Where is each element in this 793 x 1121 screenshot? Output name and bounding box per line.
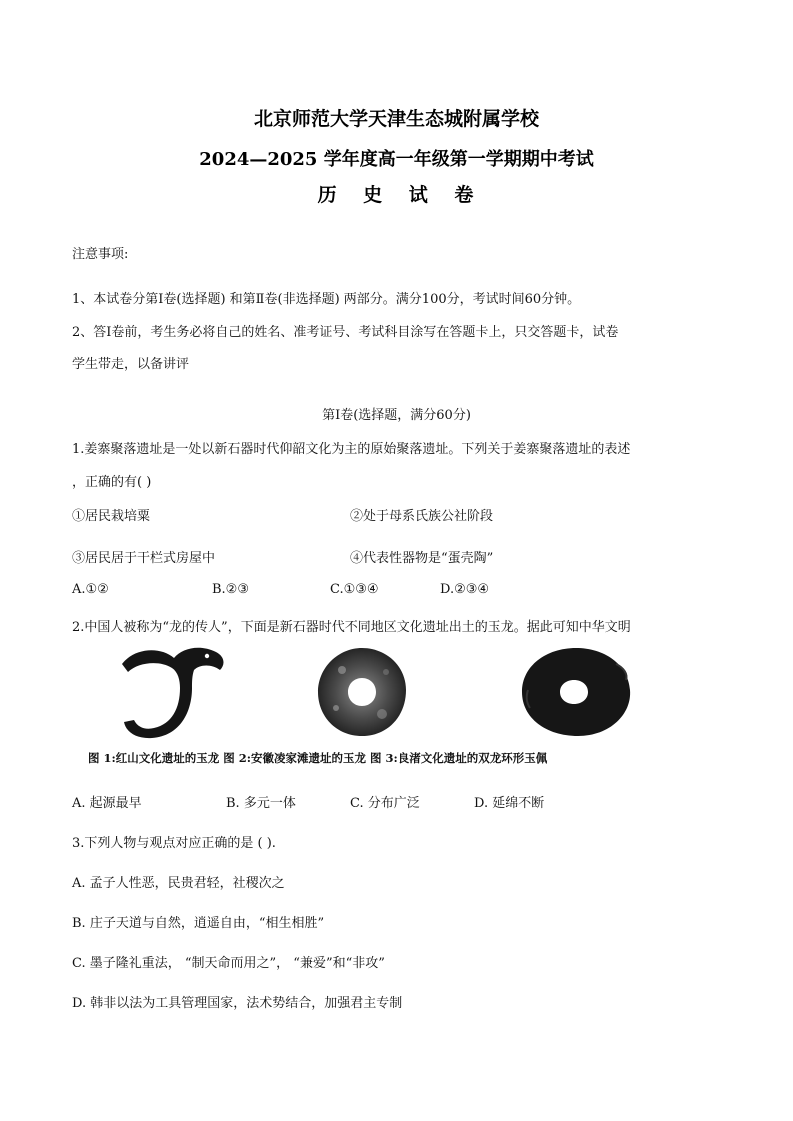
q2-option-d: D. 延绵不断	[474, 796, 545, 811]
q2-option-c: C. 分布广泛	[350, 796, 420, 811]
q1-option-c: C.①③④	[330, 582, 379, 597]
q1-option-d: D.②③④	[440, 582, 490, 597]
q3-option-a: A. 孟子人性恶，民贵君轻，社稷次之	[72, 876, 285, 891]
q3-option-c: C. 墨子隆礼重法， “制天命而用之”， “兼爱”和“非攻”	[72, 956, 385, 971]
q2-option-b: B. 多元一体	[226, 796, 296, 811]
section-title: 第Ⅰ卷(选择题，满分60分)	[322, 408, 471, 423]
q2-option-a: A. 起源最早	[72, 796, 142, 811]
q1-item-4: ④代表性器物是“蛋壳陶”	[350, 551, 494, 566]
q1-option-b: B.②③	[212, 582, 249, 597]
q1-stem-line-1: 1.姜寨聚落遗址是一处以新石器时代仰韶文化为主的原始聚落遗址。下列关于姜寨聚落遗址的表述	[72, 442, 631, 457]
q1-item-1: ①居民栽培粟	[72, 509, 151, 524]
q1-option-a: A.①②	[72, 582, 109, 597]
exam-title: 2024—2025 学年度高一年级第一学期期中考试	[199, 149, 594, 170]
lingjiatan-jade-dragon-image	[312, 642, 412, 742]
hongshan-jade-dragon-image	[112, 642, 232, 742]
subject-title: 历 史 试 卷	[317, 184, 484, 206]
q1-item-2: ②处于母系氏族公社阶段	[350, 509, 494, 524]
q2-stem: 2.中国人被称为“龙的传人”，下面是新石器时代不同地区文化遗址出土的玉龙。据此可知中华文明	[72, 620, 631, 635]
q1-item-3: ③居民居于干栏式房屋中	[72, 551, 216, 566]
school-title: 北京师范大学天津生态城附属学校	[253, 108, 539, 130]
notes-item-1: 1、本试卷分第Ⅰ卷(选择题) 和第Ⅱ卷(非选择题) 两部分。满分100分，考试时间60分钟。	[72, 292, 581, 307]
liangzhu-double-dragon-pendant-image	[516, 644, 636, 740]
q1-stem-line-2: ，正确的有( )	[72, 475, 152, 490]
q3-option-b: B. 庄子天道与自然，逍遥自由，“相生相胜”	[72, 916, 325, 931]
q3-stem: 3.下列人物与观点对应正确的是 ( ).	[72, 836, 276, 851]
notes-heading: 注意事项:	[72, 247, 129, 262]
notes-item-2-line-2: 学生带走，以备讲评	[72, 357, 190, 372]
q2-figure-caption: 图 1:红山文化遗址的玉龙 图 2:安徽凌家滩遗址的玉龙 图 3:良渚文化遗址的双龙环形玉佩	[88, 751, 548, 765]
notes-item-2-line-1: 2、答Ⅰ卷前，考生务必将自己的姓名、准考证号、考试科目涂写在答题卡上，只交答题卡，试卷	[72, 325, 619, 340]
q3-option-d: D. 韩非以法为工具管理国家，法术势结合，加强君主专制	[72, 996, 403, 1011]
